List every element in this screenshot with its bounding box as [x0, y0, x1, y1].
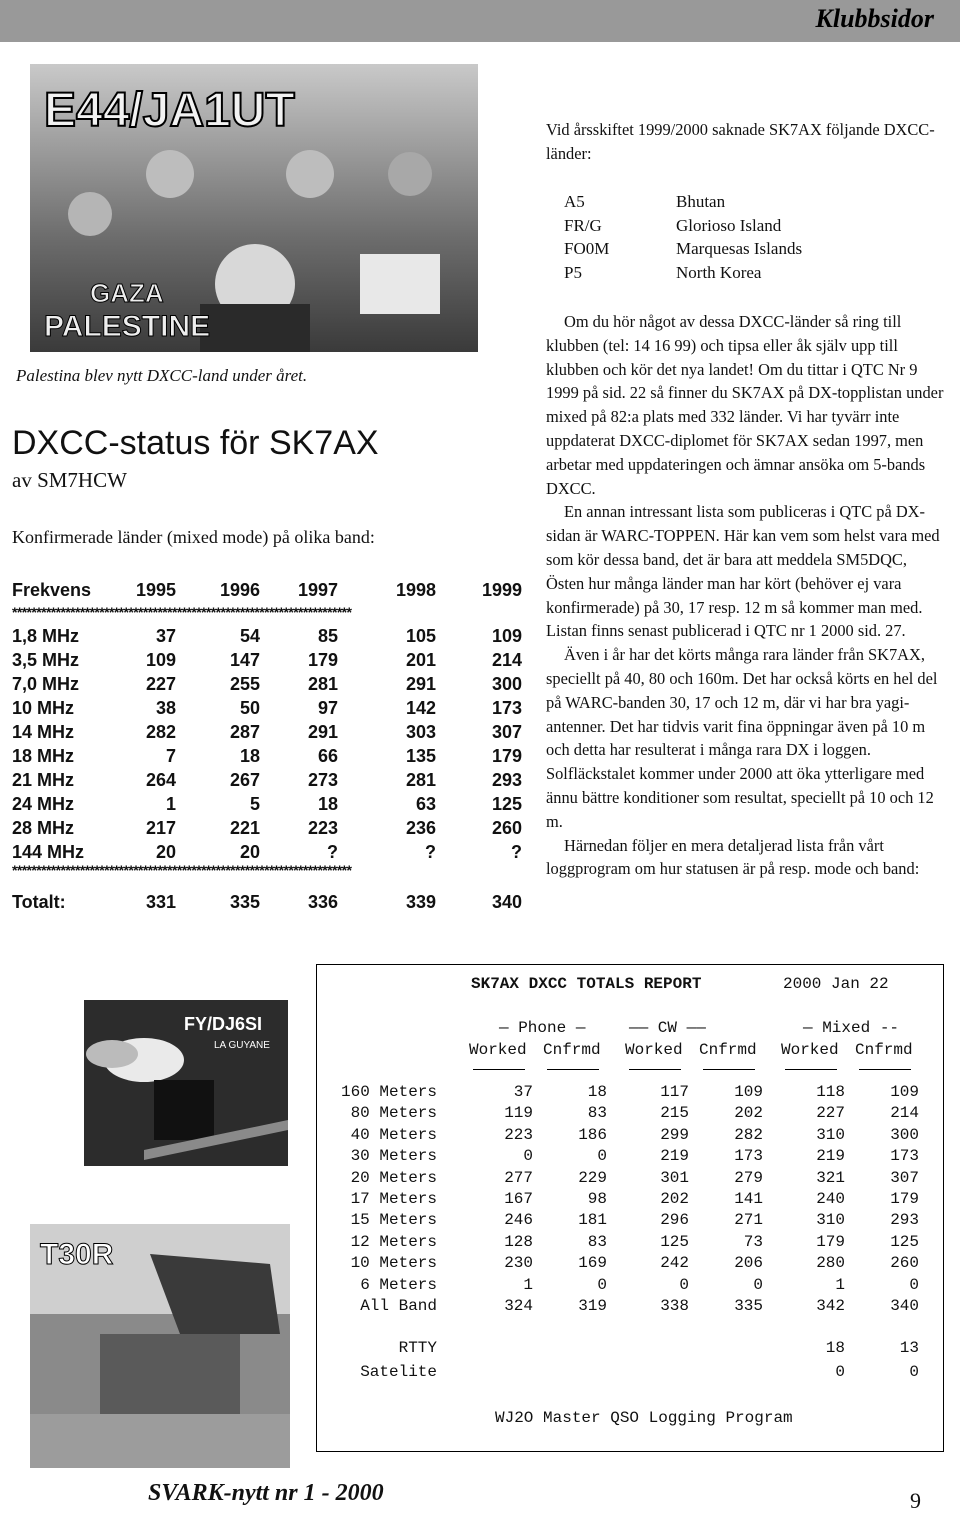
band-label: 28 MHz	[12, 818, 75, 838]
band-count: 201	[405, 650, 436, 670]
report-count: 18	[587, 1083, 607, 1101]
page-number: 9	[910, 1488, 921, 1513]
band-table-row	[12, 770, 522, 792]
report-band-label: 20 Meters	[350, 1168, 437, 1187]
report-count: 340	[890, 1297, 919, 1315]
report-band-label: All Band	[360, 1297, 437, 1315]
report-count: 214	[890, 1104, 919, 1123]
band-table-row	[12, 698, 522, 720]
report-count: 169	[578, 1254, 607, 1273]
qsl-subtitle-1: LA GUYANE	[214, 1040, 270, 1051]
band-count: 97	[317, 698, 338, 718]
report-count: 0	[679, 1275, 689, 1294]
report-subhead: Worked	[781, 1041, 839, 1059]
band-count: 1	[165, 794, 176, 814]
missing-intro: Vid årsskiftet 1999/2000 saknade SK7AX följande DXCC-länder:	[546, 120, 935, 163]
report-count: 179	[816, 1232, 845, 1251]
report-count: 299	[660, 1125, 689, 1144]
band-count: 66	[317, 746, 338, 766]
band-count: 173	[491, 698, 522, 718]
country-name: Marquesas Islands	[676, 239, 803, 259]
band-count: 273	[307, 770, 338, 790]
report-count: 307	[890, 1168, 919, 1187]
report-count: 240	[816, 1190, 845, 1208]
report-count: 202	[660, 1190, 689, 1208]
band-count: 236	[405, 818, 436, 838]
report-mode-label: RTTY	[398, 1339, 437, 1357]
band-table-header	[12, 580, 522, 602]
report-footer: WJ2O Master QSO Logging Program	[495, 1409, 793, 1427]
band-count: 267	[229, 770, 260, 790]
band-count: 20	[155, 842, 176, 862]
report-group-cw: —— CW ——	[629, 1019, 706, 1037]
total-cell: 340	[491, 892, 522, 912]
report-count: 173	[734, 1147, 763, 1166]
photo-text-palestine: PALESTINE	[44, 310, 211, 343]
report-count: 219	[816, 1147, 845, 1166]
article-subtitle: Konfirmerade länder (mixed mode) på olika band:	[12, 527, 375, 547]
report-count: 173	[890, 1147, 919, 1166]
band-label: 7,0 MHz	[12, 674, 80, 694]
band-table-row	[12, 746, 522, 768]
band-label: 21 MHz	[12, 770, 75, 790]
band-count: 255	[229, 674, 260, 694]
report-subhead-rule	[473, 1069, 525, 1070]
report-count: 206	[734, 1254, 763, 1273]
report-subhead-rule	[785, 1069, 837, 1070]
country-prefix: A5	[564, 192, 585, 211]
report-count: 227	[816, 1104, 845, 1123]
band-count: 7	[165, 746, 176, 766]
photo-children-palestine	[30, 64, 478, 352]
photo-text-callsign: E44/JA1UT	[44, 84, 295, 137]
band-count: 109	[491, 626, 522, 646]
report-count: 202	[734, 1104, 763, 1123]
band-count: 282	[145, 722, 176, 742]
report-group-mixed: — Mixed --	[803, 1019, 900, 1037]
article-title: DXCC-status för SK7AX	[12, 424, 379, 462]
band-count: ?	[511, 842, 522, 862]
report-count: 181	[578, 1211, 607, 1230]
band-label: 144 MHz	[12, 842, 85, 862]
band-count: 221	[229, 818, 260, 838]
band-table-row	[12, 626, 522, 648]
band-label: 24 MHz	[12, 794, 75, 814]
report-count: 230	[504, 1254, 533, 1273]
band-label: 3,5 MHz	[12, 650, 80, 670]
report-count: 246	[504, 1211, 533, 1230]
country-prefix: FO0M	[564, 239, 610, 259]
section-title: Klubbsidor	[815, 4, 934, 33]
band-table-row	[12, 842, 522, 864]
band-table-row	[12, 722, 522, 744]
band-label: 18 MHz	[12, 746, 75, 766]
band-count: 5	[249, 794, 260, 814]
report-count: 125	[660, 1232, 689, 1251]
report-count: 0	[597, 1275, 607, 1294]
header-cell: 1998	[395, 580, 436, 600]
header-cell: 1995	[135, 580, 176, 600]
band-count: 179	[491, 746, 522, 766]
qsl-callsign-2: T30R	[40, 1238, 114, 1271]
report-count: 119	[504, 1104, 533, 1123]
report-subhead: Cnfrmd	[543, 1041, 601, 1059]
band-count: 227	[145, 674, 176, 694]
report-band-label: 160 Meters	[340, 1083, 437, 1101]
band-label: 1,8 MHz	[12, 626, 80, 646]
report-count: 260	[890, 1254, 919, 1273]
band-count: 85	[317, 626, 338, 646]
country-prefix: FR/G	[564, 215, 602, 235]
total-cell: 335	[229, 892, 260, 912]
report-count: 310	[816, 1125, 845, 1144]
band-count: 214	[491, 650, 522, 670]
band-count: 281	[405, 770, 436, 790]
band-count: 300	[491, 674, 522, 694]
report-subhead-rule	[629, 1069, 681, 1070]
section-header	[0, 0, 960, 42]
report-count: 179	[890, 1190, 919, 1208]
report-count: 0	[523, 1147, 533, 1166]
report-band-label: 40 Meters	[350, 1125, 437, 1144]
band-count: 38	[155, 698, 176, 718]
band-count: 142	[405, 698, 436, 718]
report-subhead: Worked	[625, 1041, 683, 1059]
report-count: 242	[660, 1254, 689, 1273]
report-band-label: 80 Meters	[350, 1104, 437, 1123]
report-count: 167	[504, 1190, 533, 1208]
report-count: 128	[504, 1232, 533, 1251]
body-paragraph: Även i år har det körts många rara länder från SK7AX, speciellt på 40, 80 och 160m. Det har också körts en hel del på WARC-banden 30, 17 och 12 m, där vi har bra yagi-antenner. Det har tidvis varit fina öppningar även på 10 m och detta har resulterat i många rara DX i loggen. Solfläckstalet kommer under 2000 att öka ytterligare med ännu bättre konditioner som resultat, speciellt på 10 och 12 m.	[546, 645, 938, 831]
report-count: 0	[597, 1147, 607, 1166]
report-count: 0	[909, 1275, 919, 1294]
separator-bottom: **********************************************************************	[12, 862, 352, 878]
band-count: 307	[491, 722, 522, 742]
band-count: 179	[307, 650, 338, 670]
report-count: 18	[825, 1339, 845, 1357]
article-byline: av SM7HCW	[12, 468, 127, 492]
report-band-label: 6 Meters	[360, 1275, 437, 1294]
band-count: 264	[145, 770, 176, 790]
report-count: 282	[734, 1125, 763, 1144]
report-count: 13	[899, 1339, 919, 1357]
qsl-card-t30r	[30, 1224, 290, 1468]
band-count: 20	[239, 842, 260, 862]
total-cell: Totalt:	[12, 892, 66, 912]
report-count: 83	[587, 1232, 607, 1251]
band-count: 303	[405, 722, 436, 742]
body-paragraph: Om du hör något av dessa DXCC-länder så ring till klubben (tel: 14 16 99) och tipsa eller åk själv upp till klubben och kör det nya landet! Om du tittar i QTC Nr 9 1999 på sid. 22 så finner du SK7AX på DX-topplistan under mixed på 82:a plats med 332 länder. Vi har tyvärr inte uppdaterat DXCC-diplomet för SK7AX sedan 1997, men arbetar med uppdateringen och ämnar ansöka om 5-bands DXCC.	[546, 312, 944, 498]
country-name: Glorioso Island	[676, 215, 782, 235]
band-count: 260	[491, 818, 522, 838]
report-band-label: 10 Meters	[350, 1254, 437, 1273]
report-band-label: 15 Meters	[350, 1211, 437, 1230]
band-count: 147	[229, 650, 260, 670]
body-paragraph: En annan intressant lista som publiceras i QTC på DX-sidan är WARC-TOPPEN. Här kan vem som helst vara med som kör dessa band, det är bara att meddela SM5DQC, Östen hur många länder man har kört (behöver ej vara konfirmerade) på 30, 17 resp. 12 m så kommer man med. Listan finns senast publicerad i QTC nr 1 2000 sid. 27.	[546, 502, 940, 641]
report-band-label: 30 Meters	[350, 1147, 437, 1166]
report-count: 342	[816, 1297, 845, 1315]
body-paragraph: Härnedan följer en mera detaljerad lista från vårt loggprogram om hur statusen är på resp. mode och band:	[546, 835, 920, 879]
report-count: 301	[660, 1168, 689, 1187]
band-count: 135	[405, 746, 436, 766]
photo-text-gaza: GAZA	[90, 278, 164, 308]
report-count: 321	[816, 1168, 845, 1187]
band-count: 291	[307, 722, 338, 742]
band-count: ?	[425, 842, 436, 862]
report-count: 98	[587, 1190, 607, 1208]
photo-caption: Palestina blev nytt DXCC-land under året.	[16, 366, 308, 385]
report-subhead: Cnfrmd	[699, 1041, 757, 1059]
report-count: 83	[587, 1104, 607, 1123]
band-table-row	[12, 818, 522, 840]
band-count: 37	[155, 626, 176, 646]
report-title: SK7AX DXCC TOTALS REPORT	[471, 975, 702, 993]
header-cell: 1996	[219, 580, 260, 600]
band-count: 287	[229, 722, 260, 742]
report-count: 109	[734, 1083, 763, 1101]
report-date: 2000 Jan 22	[783, 975, 889, 993]
report-count: 319	[578, 1297, 607, 1315]
band-table-row	[12, 650, 522, 672]
band-count: 293	[491, 770, 522, 790]
qsl-card-fy-dj6si	[84, 1000, 288, 1166]
report-count: 219	[660, 1147, 689, 1166]
report-count: 223	[504, 1125, 533, 1144]
band-table-row	[12, 794, 522, 816]
report-count: 186	[578, 1125, 607, 1144]
report-count: 215	[660, 1104, 689, 1123]
report-subhead-rule	[859, 1069, 911, 1070]
report-count: 335	[734, 1297, 763, 1315]
qsl-callsign-1: FY/DJ6SI	[184, 1014, 263, 1034]
header-cell: 1997	[297, 580, 338, 600]
band-count: 109	[145, 650, 176, 670]
band-label: 10 MHz	[12, 698, 75, 718]
publication-footer: SVARK-nytt nr 1 - 2000	[148, 1480, 384, 1506]
report-count: 0	[753, 1275, 763, 1294]
total-cell: 339	[405, 892, 436, 912]
report-subhead-rule	[703, 1069, 755, 1070]
band-count: 223	[307, 818, 338, 838]
report-count: 117	[660, 1083, 689, 1101]
report-count: 37	[513, 1083, 533, 1101]
report-group-phone: — Phone —	[499, 1019, 586, 1037]
band-count: ?	[327, 842, 338, 862]
report-count: 293	[890, 1211, 919, 1230]
header-cell: 1999	[481, 580, 522, 600]
report-count: 109	[890, 1083, 919, 1101]
report-subhead-rule	[547, 1069, 599, 1070]
report-count: 118	[816, 1083, 845, 1101]
band-count: 50	[239, 698, 260, 718]
report-count: 300	[890, 1125, 919, 1144]
report-count: 280	[816, 1254, 845, 1273]
article-body	[546, 310, 944, 881]
band-table-total	[12, 892, 522, 914]
band-count: 281	[307, 674, 338, 694]
report-count: 338	[660, 1297, 689, 1315]
report-count: 271	[734, 1211, 763, 1230]
report-count: 0	[835, 1363, 845, 1381]
report-count: 324	[504, 1297, 533, 1315]
report-count: 229	[578, 1168, 607, 1187]
report-count: 310	[816, 1211, 845, 1230]
header-cell: Frekvens	[12, 580, 92, 600]
band-count: 291	[405, 674, 436, 694]
report-band-label: 17 Meters	[350, 1190, 437, 1208]
band-label: 14 MHz	[12, 722, 75, 742]
report-count: 141	[734, 1190, 763, 1208]
country-name: North Korea	[676, 262, 762, 282]
report-count: 277	[504, 1168, 533, 1187]
report-count: 1	[835, 1275, 845, 1294]
report-count: 1	[523, 1275, 533, 1294]
dxcc-totals-report	[316, 964, 944, 1452]
report-count: 0	[909, 1363, 919, 1381]
band-table-row	[12, 674, 522, 696]
report-subhead: Worked	[469, 1041, 527, 1059]
report-count: 279	[734, 1168, 763, 1187]
separator-top: **********************************************************************	[12, 604, 352, 620]
country-name: Bhutan	[676, 192, 726, 211]
band-count: 63	[415, 794, 436, 814]
band-count: 217	[145, 818, 176, 838]
total-cell: 331	[145, 892, 176, 912]
report-count: 73	[743, 1232, 763, 1251]
report-count: 296	[660, 1211, 689, 1230]
report-count: 125	[890, 1232, 919, 1251]
band-count: 18	[317, 794, 338, 814]
report-band-label: 12 Meters	[350, 1232, 437, 1251]
band-count: 18	[239, 746, 260, 766]
band-count: 54	[239, 626, 260, 646]
country-prefix: P5	[564, 262, 582, 282]
band-count: 105	[405, 626, 436, 646]
report-subhead: Cnfrmd	[855, 1041, 913, 1059]
band-count: 125	[491, 794, 522, 814]
report-mode-label: Satelite	[360, 1363, 437, 1381]
total-cell: 336	[307, 892, 338, 912]
